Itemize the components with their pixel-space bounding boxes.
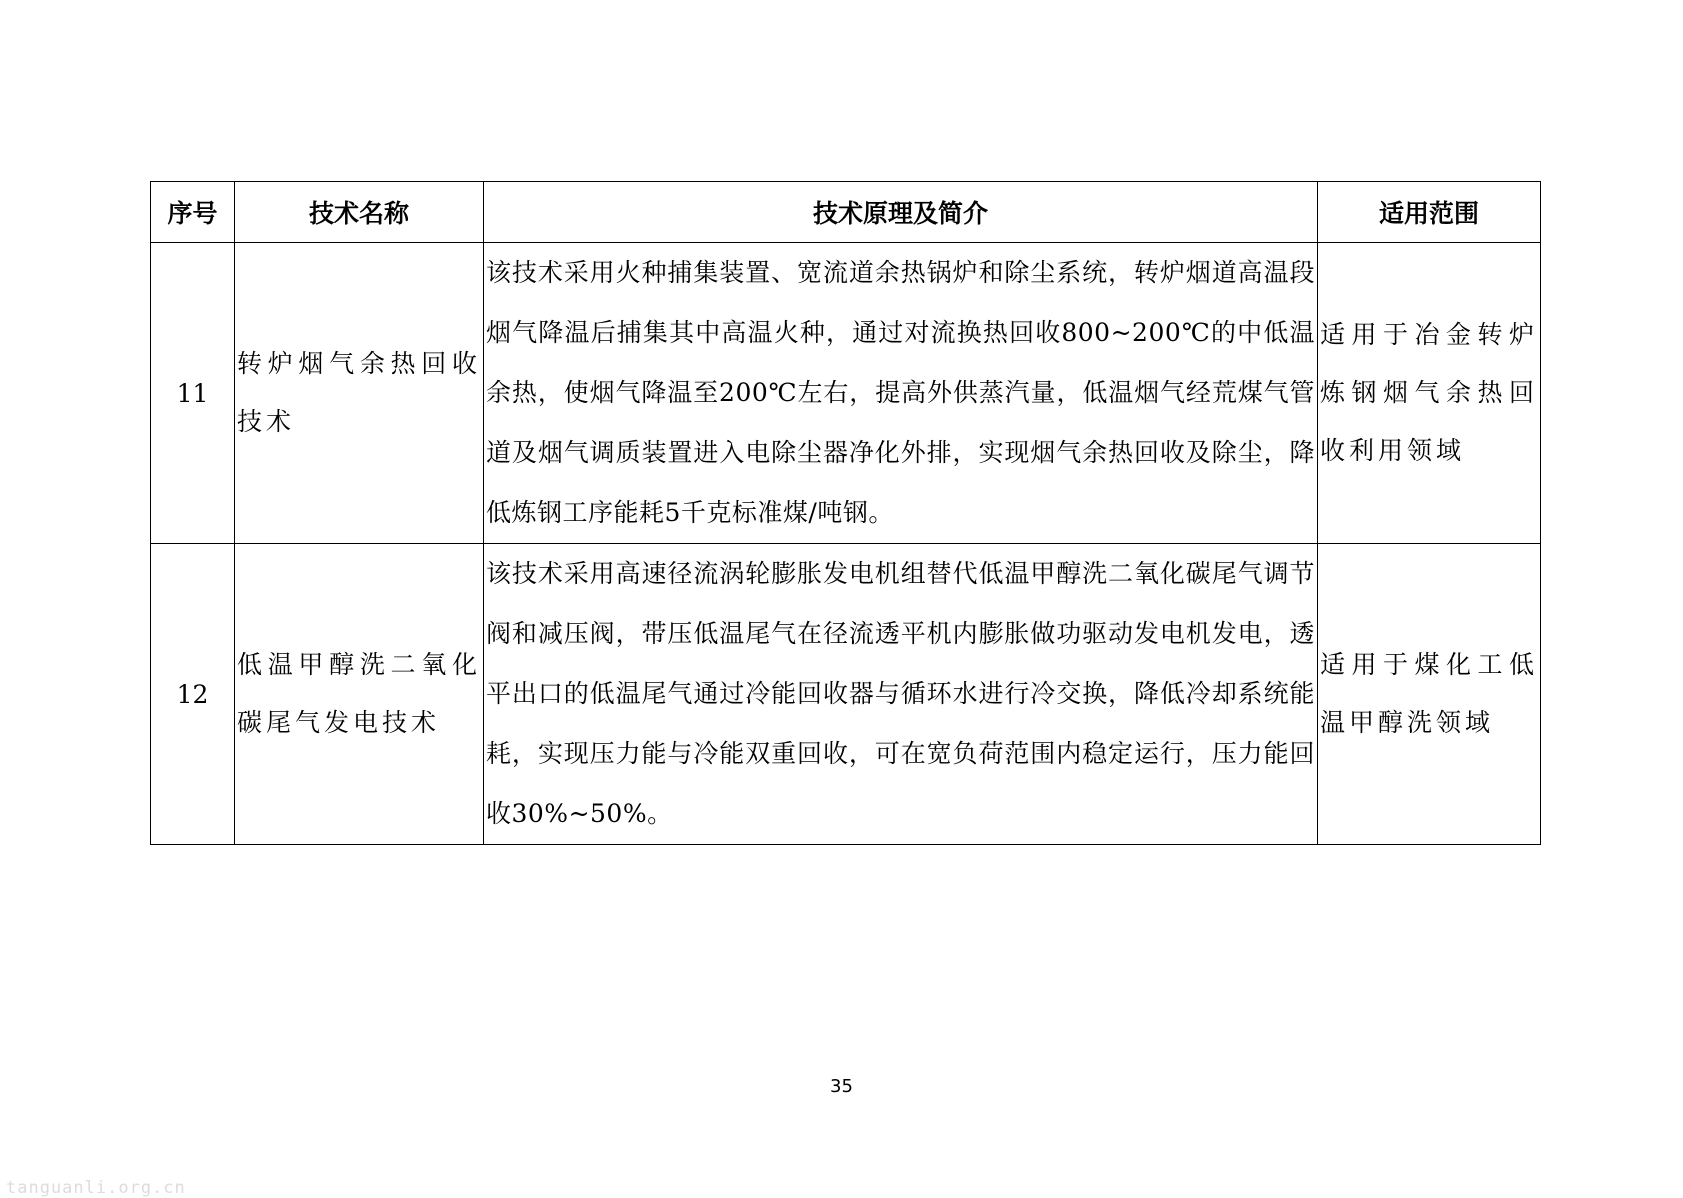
header-no: 序号 — [151, 182, 235, 243]
technology-table — [150, 181, 1541, 845]
header-row — [151, 182, 1541, 243]
header-name: 技术名称 — [235, 182, 484, 243]
technology-description: 该技术采用火种捕集装置、宽流道余热锅炉和除尘系统，转炉烟道高温段烟气降温后捕集其中高温火种，通过对流换热回收800~200℃的中低温余热，使烟气降温至200℃左右，提高外供蒸汽量，低温烟气经荒煤气管道及烟气调质装置进入电除尘器净化外排，实现烟气余热回收及除尘，降低炼钢工序能耗5千克标准煤/吨钢。 — [484, 243, 1318, 544]
technology-name: 低温甲醇洗二氧化碳尾气发电技术 — [235, 544, 484, 845]
row-number: 12 — [151, 544, 235, 845]
application-scope: 适用于煤化工低温甲醇洗领域 — [1318, 544, 1541, 845]
row-number: 11 — [151, 243, 235, 544]
header-desc: 技术原理及简介 — [484, 182, 1318, 243]
technology-description: 该技术采用高速径流涡轮膨胀发电机组替代低温甲醇洗二氧化碳尾气调节阀和减压阀，带压低温尾气在径流透平机内膨胀做功驱动发电机发电，透平出口的低温尾气通过冷能回收器与循环水进行冷交换，降低冷却系统能耗，实现压力能与冷能双重回收，可在宽负荷范围内稳定运行，压力能回收30%~50%。 — [484, 544, 1318, 845]
watermark-text: tanguanli.org.cn — [6, 1178, 186, 1198]
page-number: 35 — [830, 1076, 853, 1097]
application-scope: 适用于冶金转炉炼钢烟气余热回收利用领域 — [1318, 243, 1541, 544]
table-row — [151, 243, 1541, 544]
table-row — [151, 544, 1541, 845]
header-scope: 适用范围 — [1318, 182, 1541, 243]
technology-name: 转炉烟气余热回收技术 — [235, 243, 484, 544]
